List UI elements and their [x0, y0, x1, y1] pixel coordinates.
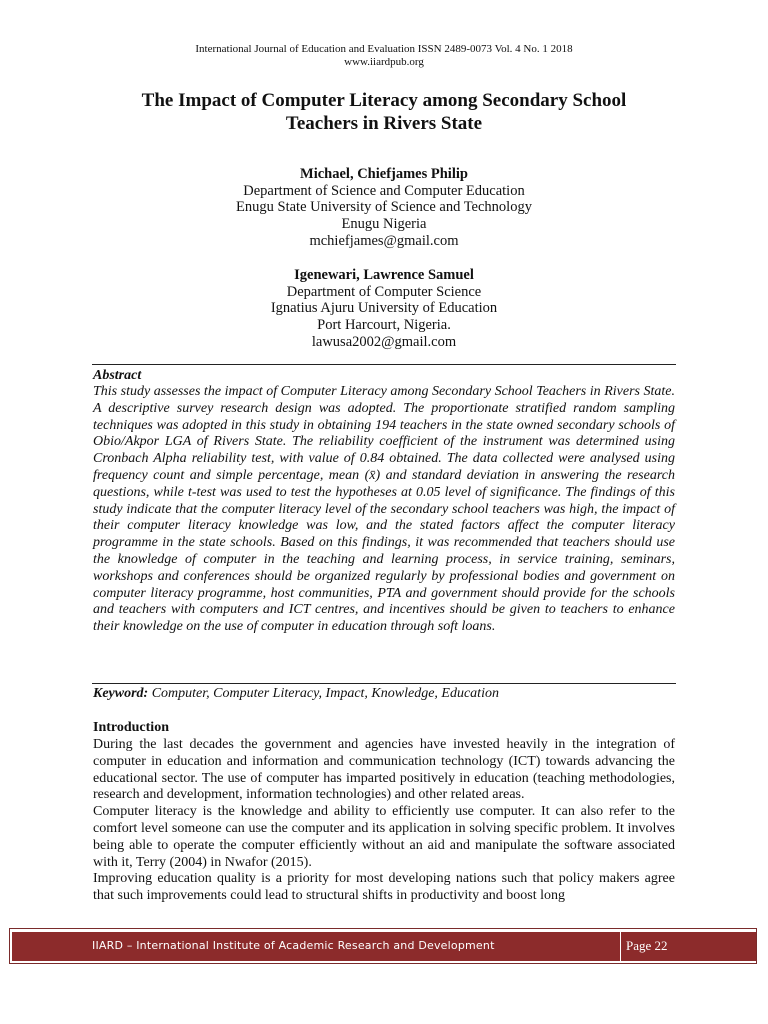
keywords-line	[93, 686, 499, 702]
introduction-paragraph: Improving education quality is a priority for most developing nations such that policy makers agree that such improvements could lead to structural shifts in productivity and boost long	[93, 871, 675, 904]
journal-website: www.iiardpub.org	[344, 56, 424, 68]
abstract-heading: Abstract	[93, 368, 142, 383]
author-institution: Enugu State University of Science and Technology	[236, 199, 532, 216]
abstract-top-rule	[92, 364, 676, 365]
author-name: Igenewari, Lawrence Samuel	[294, 267, 474, 283]
introduction-paragraph: During the last decades the government and agencies have invested heavily in the integration of computer in education and information and communication technology (ICT) towards advancing the educational sector. The use of computer has imparted positively in education (teaching methodologies, research and development, information technologies) and other related areas.	[93, 737, 675, 803]
title-line-1: The Impact of Computer Literacy among Secondary School	[141, 90, 627, 111]
footer-divider	[620, 932, 621, 961]
author-department: Department of Computer Science	[286, 283, 482, 300]
journal-header: International Journal of Education and Evaluation ISSN 2489-0073 Vol. 4 No. 1 2018	[195, 43, 573, 55]
introduction-paragraph: Computer literacy is the knowledge and ability to efficiently use computer. It can also refer to the comfort level someone can use the computer and its application in solving specific problem. It involves being able to operate the computer efficiently without an aid and manipulate the software associated with it, Terry (2004) in Nwafor (2015).	[93, 804, 675, 870]
page-number: Page 22	[626, 938, 668, 953]
keywords-text: Computer, Computer Literacy, Impact, Knowledge, Education	[151, 686, 499, 701]
title-line-2: Teachers in Rivers State	[285, 113, 483, 134]
author-location: Enugu Nigeria	[341, 216, 427, 233]
author-name: Michael, Chiefjames Philip	[300, 166, 468, 182]
introduction-body	[93, 737, 675, 905]
abstract-bottom-rule	[92, 683, 676, 684]
author-institution: Ignatius Ajuru University of Education	[270, 300, 498, 317]
footer-organization: IIARD – International Institute of Academic Research and Development	[92, 939, 495, 952]
paper-title	[80, 89, 688, 135]
keywords-label: Keyword:	[93, 686, 149, 701]
author-email: lawusa2002@gmail.com	[311, 333, 457, 350]
abstract-text: This study assesses the impact of Computer Literacy among Secondary School Teachers in Rivers State. A descriptive survey research design was adopted. The proportionate stratified random sampling techniques was adopted in this study in obtaining 194 teachers in the state owned secondary schools of Obio/Akpor LGA of Rivers State. The reliability coefficient of the instrument was determined using Cronbach Alpha reliability test, with value of 0.84 obtained. The data collected were analysed using frequency count and simple percentage, mean (x̄) and standard deviation in answering the research questions, while t-test was used to test the hypotheses at 0.05 level of significance. The findings of this study indicate that the computer literacy level of the secondary school teachers was high, the impact of their computer literacy knowledge was low, and the stated factors affect the computer literacy programme in the state schools. Based on this findings, it was recommended that teachers should use the knowledge of computer in the teaching and learning process, in service training, seminars, workshops and conferences should be organized regularly by professional bodies and government on computer literacy programme, host communities, PTA and government should provide for the schools and teachers with computers and ICT centres, and incentives should be given to teachers to enhance their knowledge on the use of computer in education through soft loans.	[93, 384, 675, 635]
author-email: mchiefjames@gmail.com	[309, 232, 459, 249]
author-location: Port Harcourt, Nigeria.	[317, 317, 451, 334]
introduction-heading: Introduction	[93, 720, 169, 735]
author-block-2	[150, 267, 618, 351]
author-department: Department of Science and Computer Education	[243, 182, 525, 199]
author-block-1	[150, 166, 618, 250]
